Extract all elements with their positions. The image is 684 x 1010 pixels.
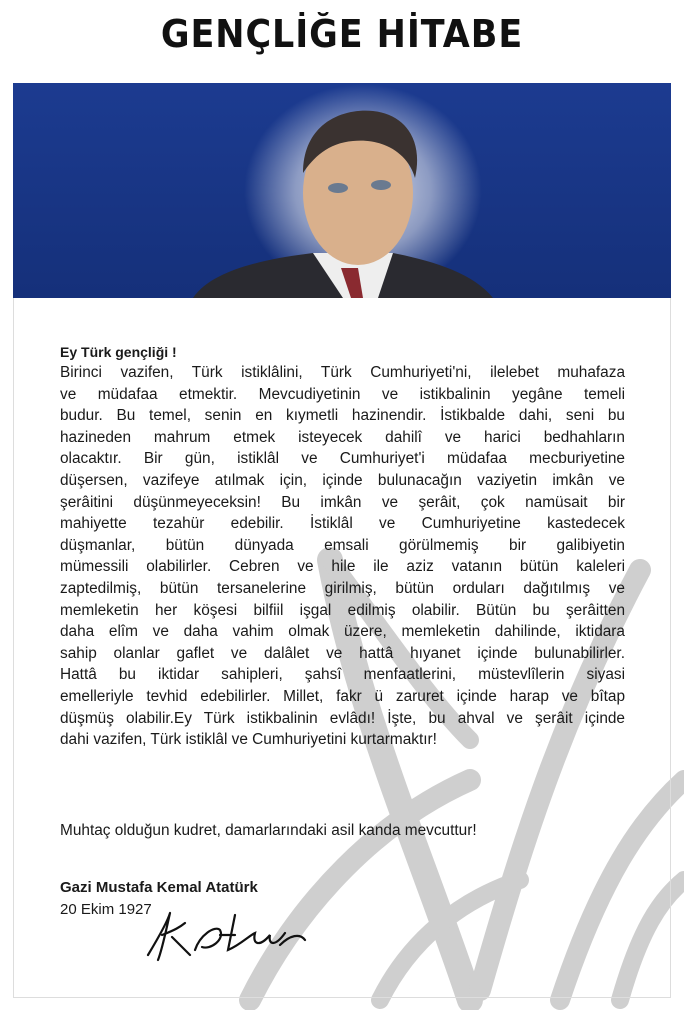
speech-text (60, 344, 625, 751)
text-line: dahi vazifen, Türk istiklâl ve Cumhuriyetini kurtarmaktır! (60, 731, 437, 749)
text-line: Birinci vazifen, Türk istiklâlini, Türk Cumhuriyeti'ni, ilelebet muhafaza (60, 364, 625, 381)
date: 20 Ekim 1927 (60, 901, 152, 918)
text-line: zaptedilmiş, bütün tersanelerine girilmiş, bütün orduları dağıtılmış ve (60, 579, 625, 597)
text-line: emelleriyle tevhid edebilirler. Millet, fakr ü zaruret içinde harap ve bîtap (60, 687, 625, 705)
text-line: şerâitini düşünmeyeceksin! Bu imkân ve şerâit, çok namüsait bir (60, 493, 625, 511)
text-line: mahiyette tezahür edebilir. İstiklâl ve Cumhuriyetine kastedecek (60, 515, 625, 533)
text-line: düşmanlar, bütün dünyada emsali görülmemiş bir galibiyetin (60, 536, 625, 554)
signature (140, 905, 310, 965)
portrait-banner (13, 83, 671, 298)
text-line: budur. Bu temel, senin en kıymetli hazinendir. İstikbalde dahi, seni bu (60, 407, 625, 425)
portrait-image (13, 83, 671, 298)
text-line: sahip olanlar gaflet ve dalâlet ve hattâ hıyanet içinde bulunabilirler. (60, 644, 625, 662)
text-line: memleketin her köşesi bilfiil işgal edilmiş olabilir. Bütün bu şerâitten (60, 601, 625, 619)
page-title: GENÇLİĞE HİTABE (160, 12, 524, 56)
closing-line: Muhtaç olduğun kudret, damarlarındaki asil kanda mevcuttur! (60, 822, 477, 839)
text-line: Hattâ bu iktidar sahipleri, şahsî menfaatlerini, müstevlîlerin siyasi (60, 666, 625, 684)
text-line: düşmüş olabilir.Ey Türk istikbalinin evlâdı! İşte, bu ahval ve şerâit içinde (60, 709, 625, 727)
text-line: olacaktır. Bir gün, istiklâl ve Cumhuriyet'i müdafaa mecburiyetine (60, 450, 625, 468)
text-line: daha elîm ve daha vahim olmak üzere, memleketin dahilinde, iktidara (60, 623, 625, 641)
text-line: mümessili olabilirler. Cebren ve hile ile aziz vatanın bütün kaleleri (60, 558, 625, 576)
author-name: Gazi Mustafa Kemal Atatürk (60, 879, 258, 896)
text-line: düşersen, vazifeye atılmak için, içinde bulunacağın vaziyetin imkân ve (60, 471, 625, 489)
greeting: Ey Türk gençliği ! (60, 344, 177, 360)
text-line: ve müdafaa etmektir. Mevcudiyetinin ve istikbalinin yegâne temeli (60, 385, 625, 403)
text-line: hazineden mahrum etmek isteyecek dahilî ve harici bedhahların (60, 428, 625, 446)
